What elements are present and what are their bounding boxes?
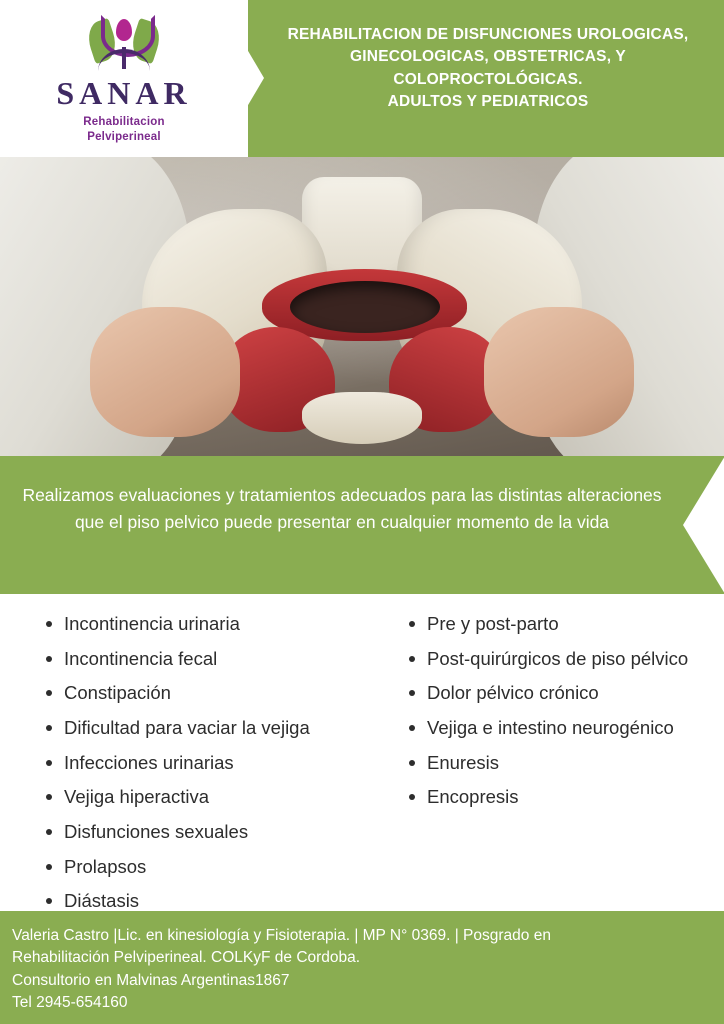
list-item: Disfunciones sexuales [46,820,385,844]
lotus-figure-icon [89,13,159,75]
brand-tagline-line1: Rehabilitacion [83,116,165,129]
list-item: Constipación [46,681,385,705]
list-item: Pre y post-parto [409,612,724,636]
list-item: Encopresis [409,785,724,809]
footer-line-4: Tel 2945-654160 [12,994,128,1012]
conditions-lists [0,594,724,912]
header-title-line-3: COLOPROCTOLÓGICAS. [393,70,583,88]
list-item: Enuresis [409,751,724,775]
list-item: Dolor pélvico crónico [409,681,724,705]
statement-text: Realizamos evaluaciones y tratamientos adecuados para las distintas alteraciones que el piso pelvico puede presentar en cualquier momento de la vida [22,485,662,533]
list-item: Vejiga e intestino neurogénico [409,716,724,740]
hand-left [90,307,240,437]
header-title-line-4: ADULTOS Y PEDIATRICOS [387,93,589,111]
brand-logo-block [0,0,248,157]
list-item: Prolapsos [46,855,385,879]
brand-tagline-line2: Pelviperineal [87,130,161,143]
list-item: Dificultad para vaciar la vejiga [46,716,385,740]
list-item: Vejiga hiperactiva [46,785,385,809]
list-item: Incontinencia urinaria [46,612,385,636]
header-title-line-2: GINECOLOGICAS, OBSTETRICAS, Y [350,48,626,66]
footer-line-1: Valeria Castro |Lic. en kinesiología y Fisioterapia. | MP N° 0369. | Posgrado en [12,927,551,944]
footer-contact-banner [0,911,724,1024]
list-item: Infecciones urinarias [46,751,385,775]
hand-right [484,307,634,437]
list-item: Incontinencia fecal [46,647,385,671]
footer-line-2: Rehabilitación Pelviperineal. COLKyF de Cordoba. [12,949,361,967]
list-item: Diástasis [46,889,385,913]
footer-line-3: Consultorio en Malvinas Argentinas1867 [12,971,290,989]
statement-chevron-notch [683,456,724,594]
conditions-right-column [385,612,724,877]
header-title [264,24,712,114]
conditions-left-column [0,612,385,912]
list-item: Post-quirúrgicos de piso pélvico [409,647,724,671]
header-title-line-1: REHABILITACION DE DISFUNCIONES UROLOGICAS, [287,26,689,43]
header-banner [0,0,724,157]
statement-banner [0,456,724,594]
hero-photo [0,157,724,456]
brand-name: SANAR [56,75,192,112]
